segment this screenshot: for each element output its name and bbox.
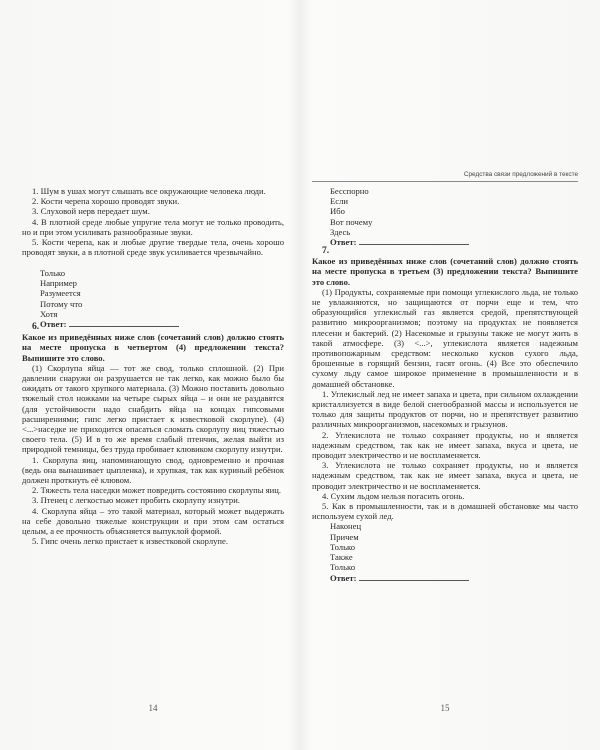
option-item: Если (330, 196, 348, 207)
left-intro-items (22, 186, 284, 257)
option-item: Ибо (330, 206, 345, 217)
question-7 (312, 246, 578, 583)
list-item: 4. Сухим льдом нельзя погасить огонь. (322, 490, 465, 501)
list-item: 4. В плотной среде любые упругие тела могут не только проводить, но и при этом усиливать разнообразные звуки. (22, 216, 284, 237)
right-options-top (312, 186, 578, 247)
answer-label: Ответ: (40, 319, 67, 330)
option-item: Только (330, 562, 356, 573)
running-header: Средства связи предложений в тексте (312, 170, 578, 182)
left-options (22, 268, 284, 329)
option-item: Хотя (40, 308, 58, 319)
list-item: 5. Кости черепа, как и любые другие твердые тела, очень хорошо проводят звуки, а в плотной среде звук усиливается чрезвычайно. (22, 237, 284, 258)
question-number: 7. (322, 245, 330, 256)
question-text: Какое из приведённых ниже слов (сочетаний слов) должно стоять на месте пропуска в четвертом (4) предложении текста? Выпишите это слово. (22, 332, 284, 363)
option-item: Наконец (330, 521, 362, 532)
answer-blank[interactable] (359, 237, 469, 245)
list-item: 2. Углекислота не только сохраняет продукты, но и является надежным средством, так как не имеет запаха, вкуса и цвета, не проводит электричество и не воспламеняется. (312, 429, 578, 461)
option-item: Только (40, 268, 66, 278)
list-item: 5. Гипс очень легко пристает к известковой скорлупе. (32, 536, 228, 547)
list-item: 1. Шум в ушах могут слышать все окружающие человека люди. (32, 186, 266, 196)
option-item: Также (330, 552, 353, 563)
left-page (22, 0, 284, 750)
option-item: Здесь (330, 226, 351, 237)
list-item: 3. Слуховой нерв передает шум. (32, 206, 150, 217)
option-item: Вот почему (330, 216, 373, 227)
option-item: Потому что (40, 298, 83, 309)
answer-label: Ответ: (330, 572, 357, 583)
answer-line[interactable] (330, 573, 578, 583)
passage-text: (1) Скорлупа яйца — тот же свод, только сплошной. (2) При давлении снаружи он разрушается не так легко, как можно было бы ожидать от такого хрупкого материала. (3) Можно поставить довольно тяжелый стол ножками на четыре сырых яйца – и они не раздавятся (для устойчивости надо снабдить яйца на концах гипсовыми расширениями; гипс легко пристает к известковой скорлупе). (4) <...>наседке не приходится опасаться сломать скорлупу яиц тяжестью своего тела. (5) И в то же время слабый птенчик, желая выйти из природной темницы, без труда пробивает клювиком скорлупу изнутри. (22, 362, 284, 455)
option-item: Разумеется (40, 288, 81, 299)
question-text: Какое из приведённых ниже слов (сочетаний слов) должно стоять на месте пропуска в третьем (3) предложении текста? Выпишите это слово. (312, 256, 578, 287)
option-item: Только (330, 541, 356, 552)
list-item: 5. Как в промышленности, так и в домашней обстановке мы часто используем сухой лед. (312, 501, 578, 522)
right-page (312, 0, 578, 750)
page-number: 14 (148, 703, 158, 713)
list-item: 1. Углекислый лед не имеет запаха и цвета, при сильном охлаждении кристаллизуется в виде белой снегообразной массы и используется не только для защиты продуктов от порчи, но и препятствует развитию различных микроорганизмов, насекомых и грызунов. (312, 388, 578, 430)
answer-label: Ответ: (330, 237, 357, 248)
answer-blank[interactable] (359, 573, 469, 581)
page-number: 15 (440, 703, 450, 713)
question-number: 6. (32, 321, 40, 332)
list-item: 2. Тяжесть тела наседки может повредить состоянию скорлупы яиц. (32, 485, 281, 496)
list-item: 4. Скорлупа яйца – это такой материал, который может выдержать на себе довольно тяжелые конструкции и при этом сам остаться целым, а ее прочность объясняется выпуклой формой. (22, 505, 284, 537)
list-item: 1. Скорлупа яиц, напоминающую свод, одновременно и прочная (ведь она вынашивает цыпленка), и хрупкая, так как куриный ребёнок должен проткнуть её клювом. (22, 454, 284, 486)
question-6 (22, 322, 284, 546)
list-item: 2. Кости черепа хорошо проводят звуки. (32, 196, 180, 207)
list-item: 3. Птенец с легкостью может пробить скорлупу изнутри. (32, 495, 240, 506)
option-item: Например (40, 278, 77, 289)
option-item: Бесспорно (330, 186, 369, 196)
option-item: Причем (330, 531, 359, 542)
list-item: 3. Углекислота не только сохраняет продукты, но и является надежным средством, так как не имеет запаха, вкуса и цвета, не проводит электричество и не воспламеняется. (312, 460, 578, 491)
passage-text: (1) Продукты, сохраняемые при помощи углекислого льда, не только не увлажняются, но защищаются от порчи еще и тем, что образующийся углекислый газ является средой, препятствующей развитию микроорганизмов; поэтому на продуктах не появляется плесени и бактерий. (2) Насекомые и грызуны также не могут жить в такой атмосфере. (3) <...>, углекислота является надежным противопожарным средством: несколько кусков сухого льда, брошенные в горящий бензин, гасят огонь. (4) Все это обеспечило сухому льду самое широкое применение в промышленности и в домашней обстановке. (312, 286, 578, 389)
